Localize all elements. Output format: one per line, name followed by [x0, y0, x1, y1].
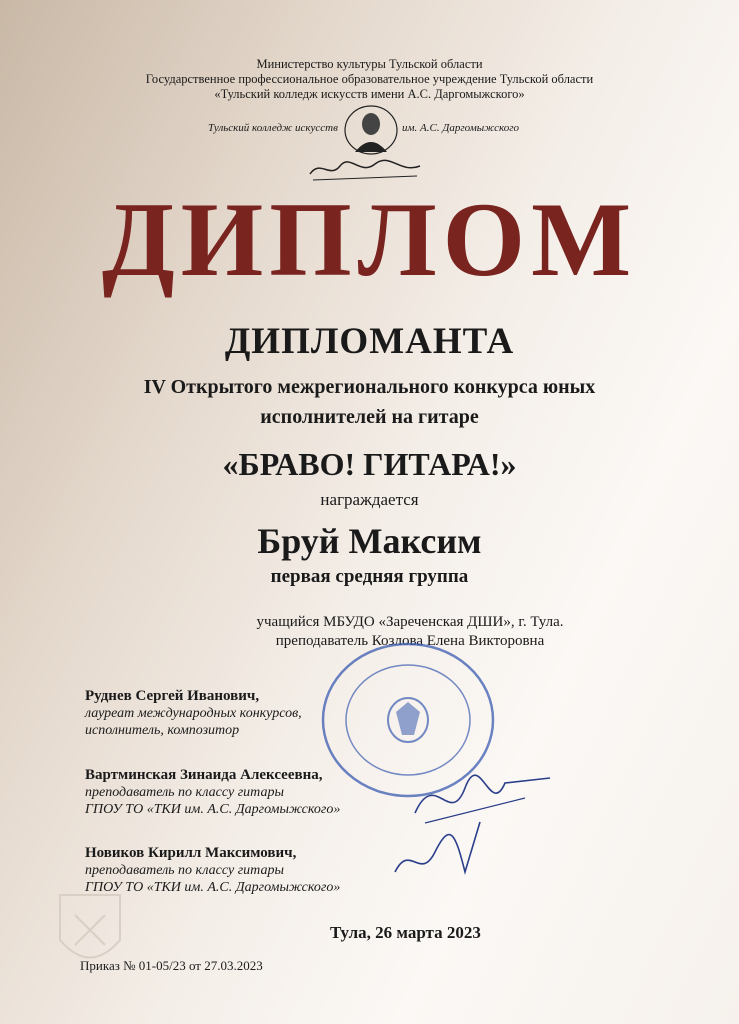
signature-2-icon: [385, 812, 495, 892]
city-date: Тула, 26 марта 2023: [330, 923, 481, 942]
contest-description: [0, 372, 739, 432]
jury-role: лауреат международных конкурсов,: [85, 706, 302, 721]
portrait-icon: [343, 104, 399, 156]
age-group: первая средняя группа: [270, 566, 469, 587]
order-number: Приказ № 01-05/23 от 27.03.2023: [80, 958, 263, 973]
jury-name: Руднев Сергей Иванович,: [85, 688, 260, 704]
jury-role: преподаватель по классу гитары: [85, 785, 284, 800]
college-line: «Тульский колледж искусств имени А.С. Даргомыжского»: [214, 87, 525, 101]
jury-name: Вартминская Зинаида Алексеевна,: [85, 767, 323, 783]
awarded-label: награждается: [320, 490, 419, 509]
jury-role: ГПОУ ТО «ТКИ им. А.С. Даргомыжского»: [85, 880, 341, 895]
issuer-header: [0, 57, 739, 102]
college-logo: [0, 104, 739, 184]
logo-right-text: им. А.С. Даргомыжского: [402, 122, 520, 134]
contest-line-2: исполнителей на гитаре: [260, 406, 479, 428]
recipient-name: Бруй Максим: [257, 521, 482, 561]
jury-role: ГПОУ ТО «ТКИ им. А.С. Даргомыжского»: [85, 802, 341, 817]
school-line: учащийся МБУДО «Зареченская ДШИ», г. Тула.: [256, 614, 564, 630]
ministry-line: Министерство культуры Тульской области: [256, 57, 483, 71]
contest-name: «БРАВО! ГИТАРА!»: [222, 446, 517, 482]
institution-line: Государственное профессиональное образовательное учреждение Тульской области: [145, 72, 594, 86]
jury-member: [85, 688, 302, 739]
teacher-line: преподаватель Козлова Елена Викторовна: [275, 633, 545, 649]
jury-member: [85, 767, 340, 818]
signature-logo-icon: [305, 154, 425, 184]
document-subtitle: ДИПЛОМАНТА: [224, 321, 515, 362]
contest-line-1: IV Открытого межрегионального конкурса юных: [143, 376, 596, 398]
logo-left-text: Тульский колледж искусств: [208, 122, 338, 134]
jury-name: Новиков Кирилл Максимович,: [85, 845, 297, 861]
jury-role: исполнитель, композитор: [85, 723, 240, 738]
jury-role: преподаватель по классу гитары: [85, 863, 284, 878]
document-title: ДИПЛОМ: [101, 181, 638, 298]
